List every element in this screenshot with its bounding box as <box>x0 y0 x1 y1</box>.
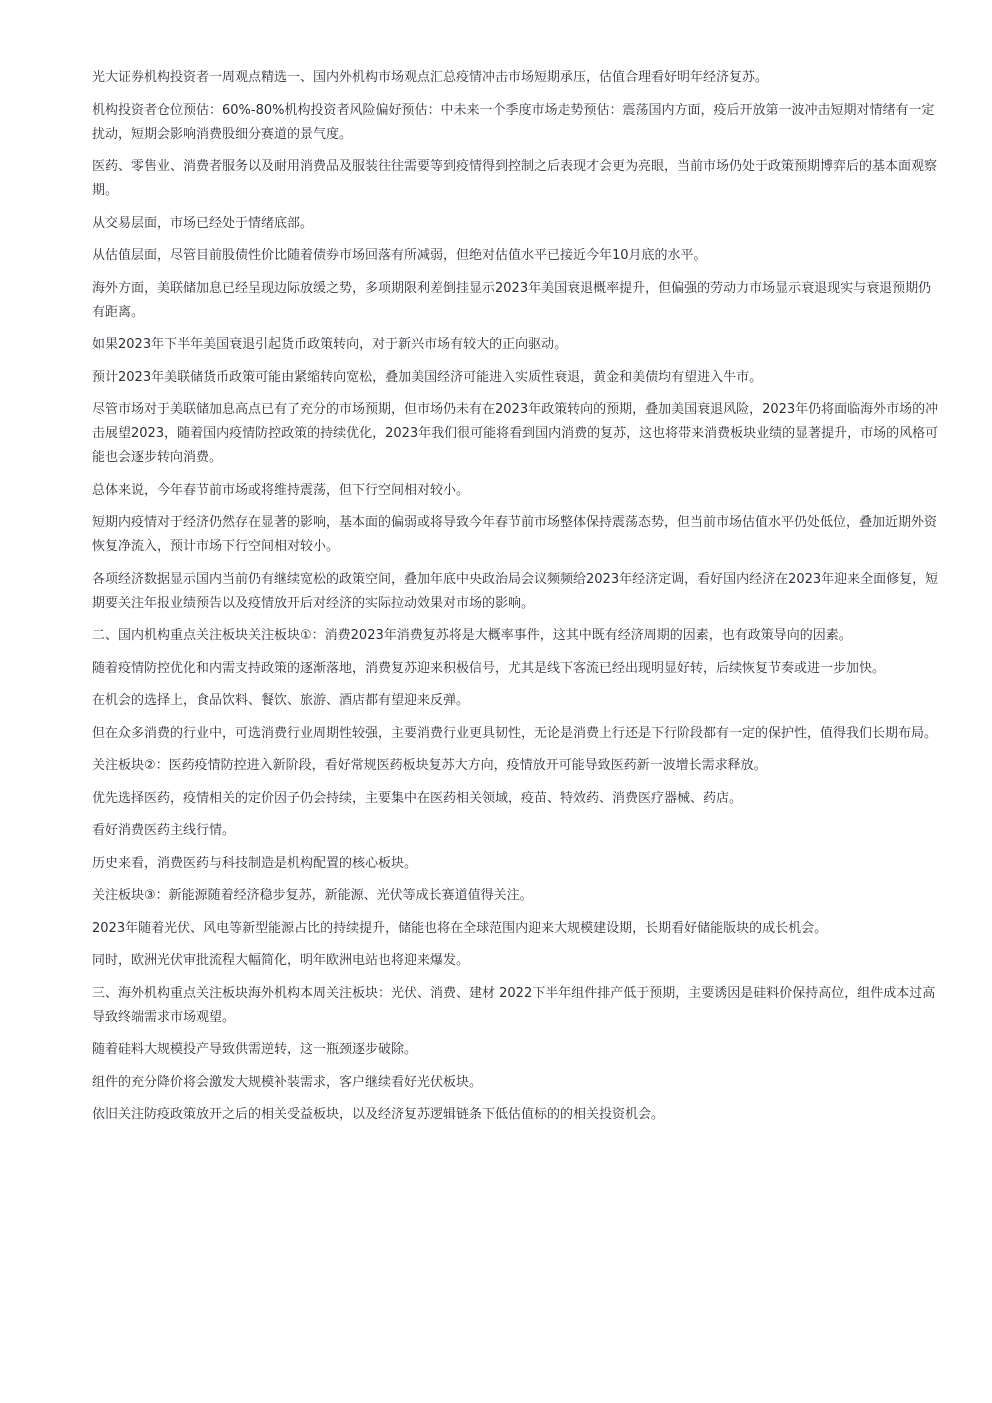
paragraph: 光大证券机构投资者一周观点精选一、国内外机构市场观点汇总疫情冲击市场短期承压，估值合理看好明年经济复苏。 <box>92 70 769 85</box>
paragraph: 如果2023年下半年美国衰退引起货币政策转向，对于新兴市场有较大的正向驱动。 <box>92 337 568 352</box>
paragraph: 在机会的选择上，食品饮料、餐饮、旅游、酒店都有望迎来反弹。 <box>92 693 470 708</box>
paragraph: 从估值层面，尽管目前股债性价比随着债券市场回落有所减弱，但绝对估值水平已接近今年10月底的水平。 <box>92 248 707 263</box>
paragraph: 随着硅料大规模投产导致供需逆转，这一瓶颈逐步破除。 <box>92 1042 418 1057</box>
paragraph: 依旧关注防疫政策放开之后的相关受益板块，以及经济复苏逻辑链条下低估值标的的相关投资机会。 <box>92 1107 665 1122</box>
paragraph: 预计2023年美联储货币政策可能由紧缩转向宽松，叠加美国经济可能进入实质性衰退，黄金和美债均有望进入牛市。 <box>92 369 763 385</box>
paragraph: 关注板块②：医药疫情防控进入新阶段，看好常规医药板块复苏大方向，疫情放开可能导致医药新一波增长需求释放。 <box>92 758 767 773</box>
paragraph: 优先选择医药，疫情相关的定价因子仍会持续，主要集中在医药相关领域，疫苗、特效药、消费医疗器械、药店。 <box>92 790 743 806</box>
paragraph: 随着疫情防控优化和内需支持政策的逐渐落地，消费复苏迎来积极信号，尤其是线下客流已经出现明显好转，后续恢复节奏或进一步加快。 <box>92 660 886 676</box>
paragraph: 关注板块③：新能源随着经济稳步复苏，新能源、光伏等成长赛道值得关注。 <box>92 888 533 903</box>
document-body <box>92 66 944 1136</box>
paragraph: 历史来看，消费医药与科技制造是机构配置的核心板块。 <box>92 855 418 871</box>
paragraph: 总体来说，今年春节前市场或将维持震荡，但下行空间相对较小。 <box>92 482 470 498</box>
paragraph: 机构投资者仓位预估：60%-80%机构投资者风险偏好预估：中未来一个季度市场走势预估：震荡国内方面，疫后开放第一波冲击短期对情绪有一定扰动，短期会影响消费股细分赛道的景气度。 <box>92 102 935 142</box>
section-heading-paragraph: 三、海外机构重点关注板块海外机构本周关注板块：光伏、消费、建材 2022下半年组件排产低于预期，主要诱因是硅料价保持高位，组件成本过高导致终端需求市场观望。 <box>92 985 936 1025</box>
paragraph: 同时，欧洲光伏审批流程大幅简化，明年欧洲电站也将迎来爆发。 <box>92 953 470 968</box>
paragraph: 医药、零售业、消费者服务以及耐用消费品及服装往往需要等到疫情得到控制之后表现才会更为亮眼，当前市场仍处于政策预期博弈后的基本面观察期。 <box>92 159 938 198</box>
paragraph: 尽管市场对于美联储加息高点已有了充分的市场预期，但市场仍未有在2023年政策转向的预期，叠加美国衰退风险，2023年仍将面临海外市场的冲击展望2023，随着国内疫情防控政策的持续优化，2023年我们很可能将看到国内消费的复苏，这也将带来消费板块业绩的显著提升，市场的风格可能也会逐步转向消费。 <box>92 402 939 465</box>
paragraph: 海外方面，美联储加息已经呈现边际放缓之势，多项期限利差倒挂显示2023年美国衰退概率提升，但偏强的劳动力市场显示衰退现实与衰退预期仍有距离。 <box>92 280 932 320</box>
section-heading-paragraph: 二、国内机构重点关注板块关注板块①：消费2023年消费复苏将是大概率事件，这其中既有经济周期的因素，也有政策导向的因素。 <box>92 628 852 643</box>
paragraph: 但在众多消费的行业中，可选消费行业周期性较强，主要消费行业更具韧性，无论是消费上行还是下行阶段都有一定的保护性，值得我们长期布局。 <box>92 725 938 741</box>
paragraph: 看好消费医药主线行情。 <box>92 823 236 838</box>
paragraph: 短期内疫情对于经济仍然存在显著的影响，基本面的偏弱或将导致今年春节前市场整体保持震荡态势，但当前市场估值水平仍处低位，叠加近期外资恢复净流入，预计市场下行空间相对较小。 <box>92 515 938 554</box>
paragraph: 从交易层面，市场已经处于情绪底部。 <box>92 215 314 231</box>
paragraph: 2023年随着光伏、风电等新型能源占比的持续提升，储能也将在全球范围内迎来大规模建设期，长期看好储能版块的成长机会。 <box>92 920 828 936</box>
paragraph: 各项经济数据显示国内当前仍有继续宽松的政策空间，叠加年底中央政治局会议频频给2023年经济定调，看好国内经济在2023年迎来全面修复，短期要关注年报业绩预告以及疫情放开后对经济的实际拉动效果对市场的影响。 <box>92 571 939 611</box>
paragraph: 组件的充分降价将会激发大规模补装需求，客户继续看好光伏板块。 <box>92 1074 483 1090</box>
